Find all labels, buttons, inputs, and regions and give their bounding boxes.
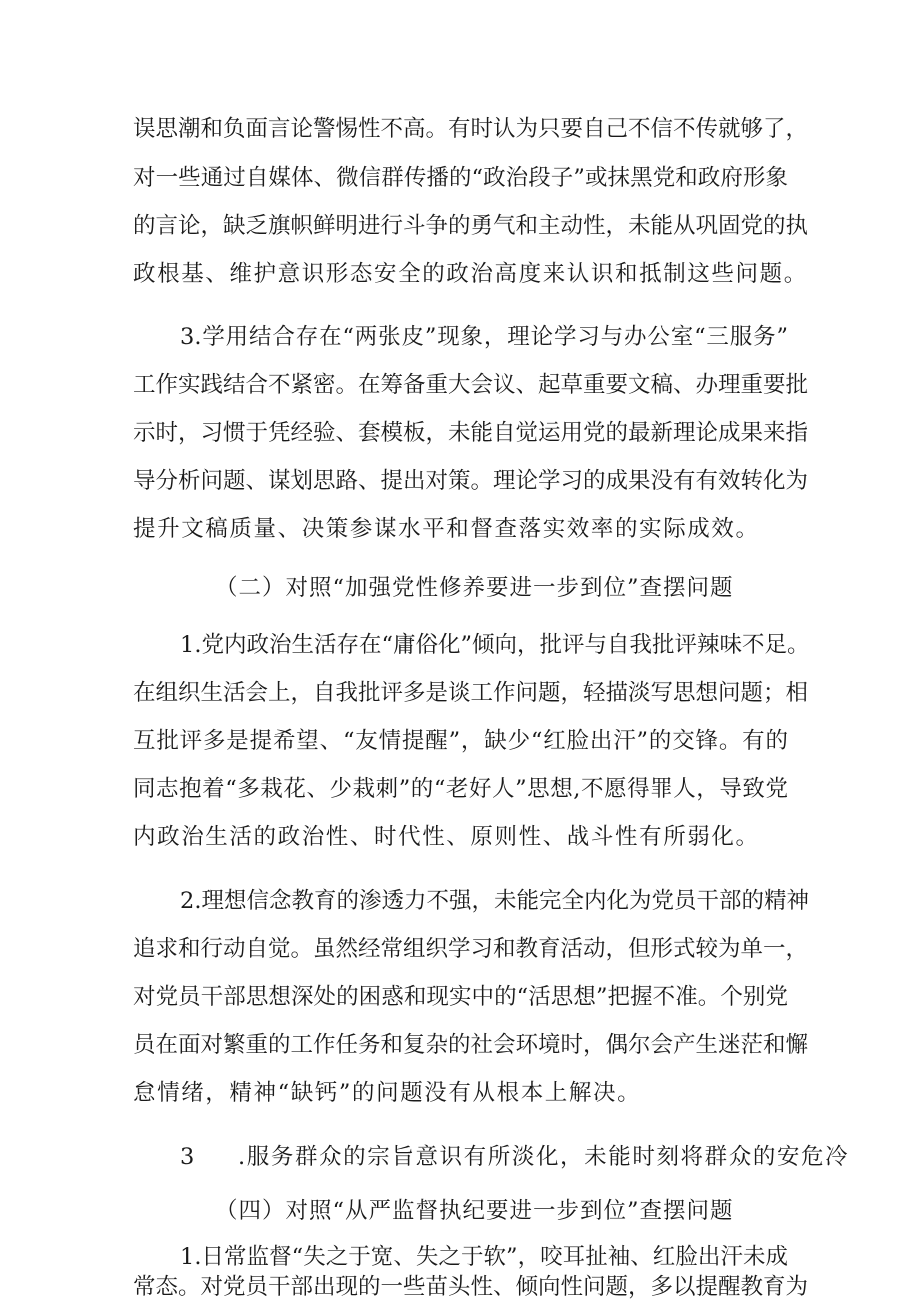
paragraph-line: 误思潮和负面言论警惕性不高。有时认为只要自己不信不传就够了， [133, 116, 809, 142]
paragraph-line: 导分析问题、谋划思路、提出对策。理论学习的成果没有有效转化为 [133, 468, 809, 494]
paragraph-line: 3.学用结合存在“两张皮”现象，理论学习与办公室“三服务” [180, 324, 788, 350]
paragraph-line: 提升文稿质量、决策参谋水平和督查落实效率的实际成效。 [133, 516, 760, 542]
paragraph-line: .服务群众的宗旨意识有所淡化，未能时刻将群众的安危冷 [238, 1144, 850, 1170]
section-heading: （四）对照“从严监督执纪要进一步到位”查摆问题 [215, 1198, 734, 1224]
paragraph-line: 怠情绪，精神“缺钙”的问题没有从根本上解决。 [133, 1080, 642, 1106]
paragraph-line: 政根基、维护意识形态安全的政治高度来认识和抵制这些问题。 [133, 261, 808, 287]
paragraph-line: 在组织生活会上，自我批评多是谈工作问题，轻描淡写思想问题；相 [133, 680, 809, 706]
paragraph-line: 工作实践结合不紧密。在筹备重大会议、起草重要文稿、办理重要批 [133, 372, 809, 398]
paragraph-line: 1.党内政治生活存在“庸俗化”倾向，批评与自我批评辣味不足。 [180, 632, 810, 658]
paragraph-line: 示时，习惯于凭经验、套模板，未能自觉运用党的最新理论成果来指 [133, 420, 809, 446]
paragraph-line: 常态。对党员干部出现的一些苗头性、倾向性问题，多以提醒教育为 [133, 1274, 809, 1300]
paragraph-line: 1.日常监督“失之于宽、失之于软”，咬耳扯袖、红脸出汗未成 [180, 1244, 788, 1270]
paragraph-line: 内政治生活的政治性、时代性、原则性、战斗性有所弱化。 [133, 824, 760, 850]
list-number: 3 [180, 1144, 195, 1170]
paragraph-line: 对一些通过自媒体、微信群传播的“政治段子”或抹黑党和政府形象 [133, 165, 788, 191]
section-heading: （二）对照“加强党性修养要进一步到位”查摆问题 [215, 575, 734, 601]
paragraph-line: 对党员干部思想深处的困惑和现实中的“活思想”把握不准。个别党 [133, 984, 788, 1010]
paragraph-line: 互批评多是提希望、“友情提醒”，缺少“红脸出汗”的交锋。有的 [133, 728, 788, 754]
paragraph-line: 员在面对繁重的工作任务和复杂的社会环境时，偶尔会产生迷茫和懈 [133, 1032, 809, 1058]
paragraph-line: 追求和行动自觉。虽然经常组织学习和教育活动，但形式较为单一， [133, 936, 809, 962]
paragraph-line: 2.理想信念教育的渗透力不强，未能完全内化为党员干部的精神 [180, 888, 809, 914]
paragraph-line: 的言论，缺乏旗帜鲜明进行斗争的勇气和主动性，未能从巩固党的执 [133, 213, 809, 239]
paragraph-line: 同志抱着“多栽花、少栽刺”的“老好人”思想,不愿得罪人，导致党 [133, 776, 788, 802]
